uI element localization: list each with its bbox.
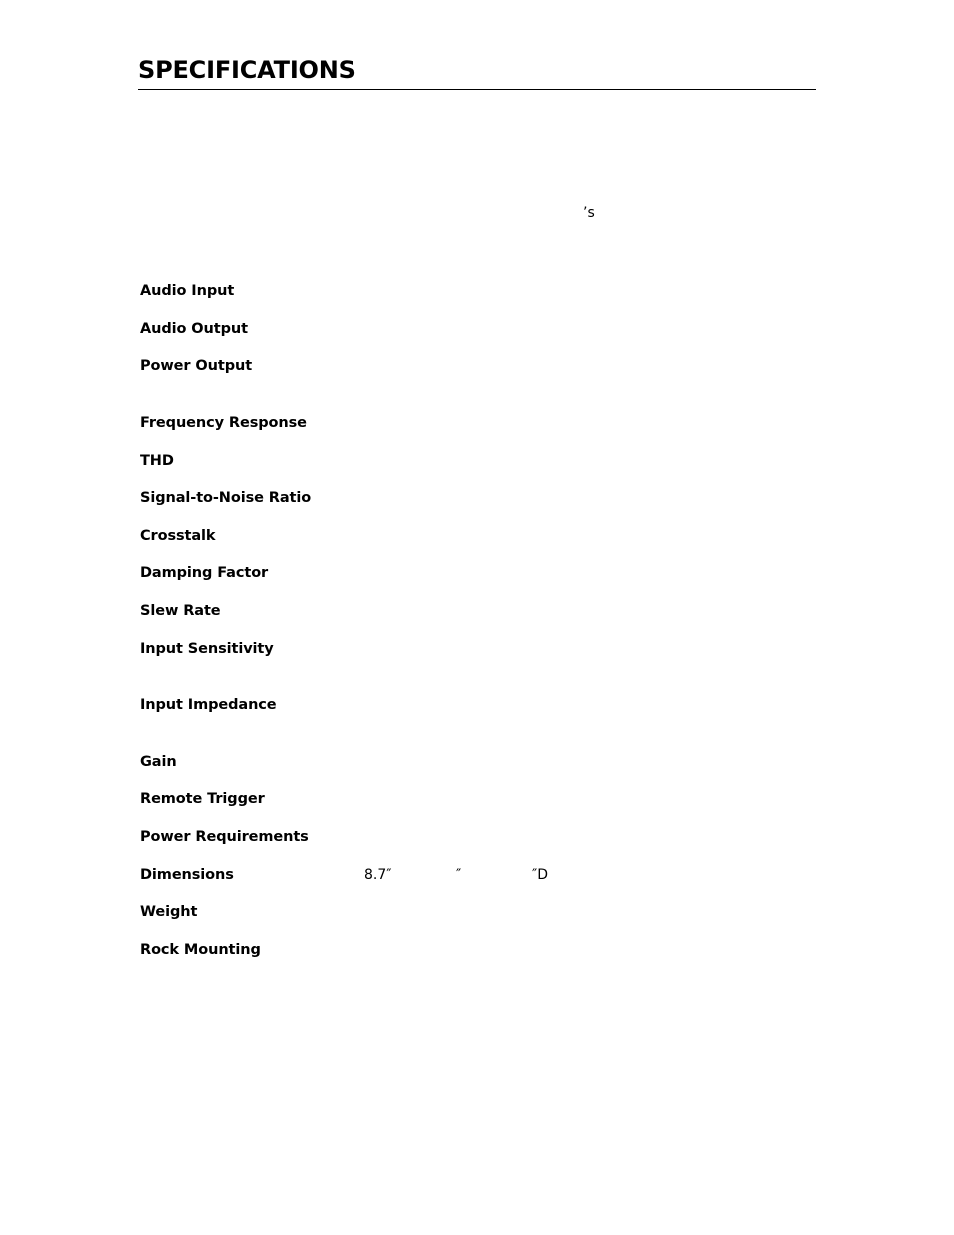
dimensions-width-value: 8.7″	[364, 867, 392, 883]
spec-label-power-requirements: Power Requirements	[140, 829, 309, 845]
spec-label-gain: Gain	[140, 754, 177, 770]
spec-label-thd: THD	[140, 453, 174, 469]
spec-label-power-output: Power Output	[140, 358, 253, 374]
title-divider	[138, 89, 816, 90]
spec-label-weight: Weight	[140, 904, 198, 920]
intro-text-fragment: ’s	[583, 205, 595, 221]
spec-label-crosstalk: Crosstalk	[140, 528, 216, 544]
spec-label-input-sensitivity: Input Sensitivity	[140, 641, 274, 657]
spec-label-input-impedance: Input Impedance	[140, 697, 277, 713]
spec-label-dimensions: Dimensions	[140, 867, 234, 883]
dimensions-height-mark: ″	[456, 867, 462, 883]
spec-label-damping-factor: Damping Factor	[140, 565, 269, 581]
spec-label-signal-to-noise-ratio: Signal-to-Noise Ratio	[140, 490, 312, 506]
spec-label-remote-trigger: Remote Trigger	[140, 791, 265, 807]
spec-label-audio-output: Audio Output	[140, 321, 248, 337]
spec-label-audio-input: Audio Input	[140, 283, 235, 299]
spec-label-slew-rate: Slew Rate	[140, 603, 221, 619]
dimensions-depth-mark: ″D	[532, 867, 549, 883]
page-title: SPECIFICATIONS	[138, 56, 356, 84]
spec-label-rock-mounting: Rock Mounting	[140, 942, 261, 958]
spec-label-frequency-response: Frequency Response	[140, 415, 307, 431]
